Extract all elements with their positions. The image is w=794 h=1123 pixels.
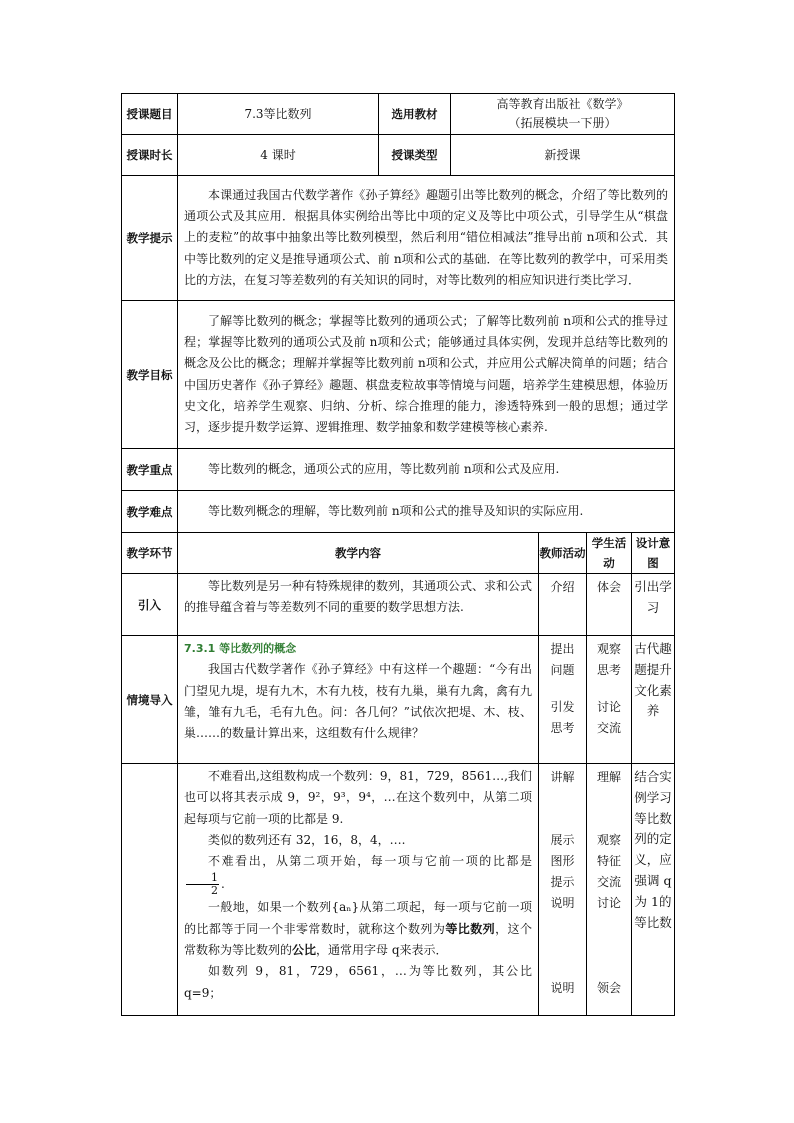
concept-stage [122,764,178,1016]
intro-teacher: 介绍 [539,574,587,636]
scenario-teacher-4: 思考 [550,721,575,735]
difficulties-row [122,491,675,533]
textbook-label: 选用教材 [379,94,451,135]
intro-student: 体会 [587,574,632,636]
concept-teacher-2: 展示 [550,833,575,847]
concept-p4 [184,897,532,961]
textbook-line-2: （拓展模块一下册） [508,116,617,130]
goals-text: 了解等比数列的概念；掌握等比数列的通项公式；了解等比数列前 n项和公式的推导过程；掌握等比数列的通项公式及前 n项和公式；能够通过具体实例，发现并总结等比数列的概念及公比的概念；理解并掌握等比数列前 n项和公式，并应用公式解决简单的问题；结合中国历史著作《孙子算经》趣题、棋盘麦粒故事等情境与问题，培养学生建模思想，体验历史文化，培养学生观察、归纳、分析、综合推理的能力，渗透特殊到一般的思想；通过学习，逐步提升数学运算、逻辑推理、数学抽象和数学建模等核心素养. [178,301,675,449]
goals-row [122,301,675,449]
duration-label: 授课时长 [122,135,178,176]
textbook-line-1: 高等教育出版社《数学》 [496,97,629,111]
intro-content: 等比数列是另一种有特殊规律的数列，其通项公式、求和公式的推导蕴含着与等差数列不同的重要的数学思想方法. [178,574,539,636]
concept-teacher-1: 讲解 [550,770,575,784]
difficulties-text: 等比数列概念的理解，等比数列前 n项和公式的推导及知识的实际应用. [178,491,675,533]
concept-teacher-5: 说明 [550,896,575,910]
header-row-duration [122,135,675,176]
concept-student-3: 特征 [596,854,621,868]
scenario-row [122,636,675,764]
concept-teacher-4: 提示 [550,875,575,889]
concept-student-4: 交流 [596,875,621,889]
concept-intent: 结合实例学习等比数列的定义，应强调 q为 1的等比数 [632,764,675,1016]
lesson-plan-table [121,93,675,1016]
difficulties-label: 教学难点 [122,491,178,533]
stage-header: 教学环节 [122,533,178,574]
key-points-text: 等比数列的概念，通项公式的应用，等比数列前 n项和公式及应用. [178,449,675,491]
concept-p2: 类似的数列还有 32，16，8，4，…. [208,832,406,847]
term-common-ratio: 公比 [292,943,317,958]
concept-content-cell [178,764,539,1016]
concept-teacher-6: 说明 [550,981,575,995]
concept-student [587,764,632,1016]
section-title: 7.3.1 等比数列的概念 [184,642,297,655]
scenario-student-1: 观察 [596,642,621,656]
textbook-value [451,94,675,135]
scenario-student-3: 讨论 [596,700,621,714]
duration-value: 4 课时 [178,135,379,176]
goals-label: 教学目标 [122,301,178,449]
concept-p4-e: ，通常用字母 q来表示． [316,943,448,958]
term-geometric-sequence: 等比数列 [445,921,496,936]
concept-student-5: 讨论 [596,896,621,910]
teacher-header: 教师活动 [539,533,587,574]
concept-p3-end: . [221,877,225,892]
scenario-content: 我国古代数学著作《孙子算经》中有这样一个趣题：“今有出门望见九堤，堤有九木，木有九枝，枝有九巢，巢有九禽，禽有九雏，雏有九毛，毛有九色。问：各几何？”试依次把堤、木、枝、巢……的数量计算出来，这组数有什么规律？ [184,662,533,741]
content-header: 教学内容 [178,533,539,574]
concept-student-6: 领会 [596,981,621,995]
key-points-label: 教学重点 [122,449,178,491]
type-label: 授课类型 [379,135,451,176]
concept-p4-a: 一般地，如果一个数列{aₙ}从第二项起，每一项与它前一项的比都等于同一个非零常数时，就称这个数列为 [184,900,532,936]
concept-p1: 不难看出,这组数构成一个数列：9，81，729，8561…,我们也可以将其表示成 9，9²，9³，9⁴，…在这个数列中，从第二项起每项与它前一项的比都是 9. [184,769,532,826]
process-header-row [122,533,675,574]
scenario-teacher-1: 提出 [550,642,575,656]
topic-value: 7.3等比数列 [178,94,379,135]
lesson-plan-page [121,93,674,1016]
intent-header: 设计意图 [632,533,675,574]
concept-p3 [184,851,532,897]
concept-p5: 如数列 9，81，729，6561，…为等比数列，其公比 q=9； [184,964,532,1000]
key-points-row [122,449,675,491]
scenario-stage: 情境导入 [122,636,178,764]
fraction-numerator: 1 [186,872,219,885]
scenario-teacher-3: 引发 [550,700,575,714]
tips-text: 本课通过我国古代数学著作《孙子算经》趣题引出等比数列的概念，介绍了等比数列的通项公式及其应用．根据具体实例给出等比中项的定义及等比中项公式，引导学生从“棋盘上的麦粒”的故事中抽象出等比数列模型，然后利用“错位相减法”推导出前 n项和公式．其中等比数列的定义是推导通项公式、前 n项和公式的基础．在等比数列的教学中，可采用类比的方法，在复习等差数列的有关知识的同时，对等比数列的相应知识进行类比学习． [178,176,675,301]
scenario-teacher-2: 问题 [550,663,575,677]
scenario-intent: 古代趣题提升文化素养 [632,636,675,764]
fraction-denominator: 2 [211,884,218,898]
intro-stage: 引入 [122,574,178,636]
header-row-topic [122,94,675,135]
student-header: 学生活动 [587,533,632,574]
intro-intent: 引出学习 [632,574,675,636]
scenario-student [587,636,632,764]
concept-teacher [539,764,587,1016]
type-value: 新授课 [451,135,675,176]
intro-row [122,574,675,636]
scenario-content-cell [178,636,539,764]
concept-student-1: 理解 [596,770,621,784]
topic-label: 授课题目 [122,94,178,135]
concept-p3-text: 不难看出，从第二项开始，每一项与它前一项的比都是 [208,854,532,869]
scenario-teacher [539,636,587,764]
fraction-one-half [186,872,219,897]
tips-label: 教学提示 [122,176,178,301]
concept-student-2: 观察 [596,833,621,847]
concept-teacher-3: 图形 [550,854,575,868]
scenario-student-2: 思考 [596,663,621,677]
concept-p4-c: ，这个常数称为等比数列的 [184,921,532,958]
tips-row [122,176,675,301]
concept-row [122,764,675,1016]
scenario-student-4: 交流 [596,721,621,735]
